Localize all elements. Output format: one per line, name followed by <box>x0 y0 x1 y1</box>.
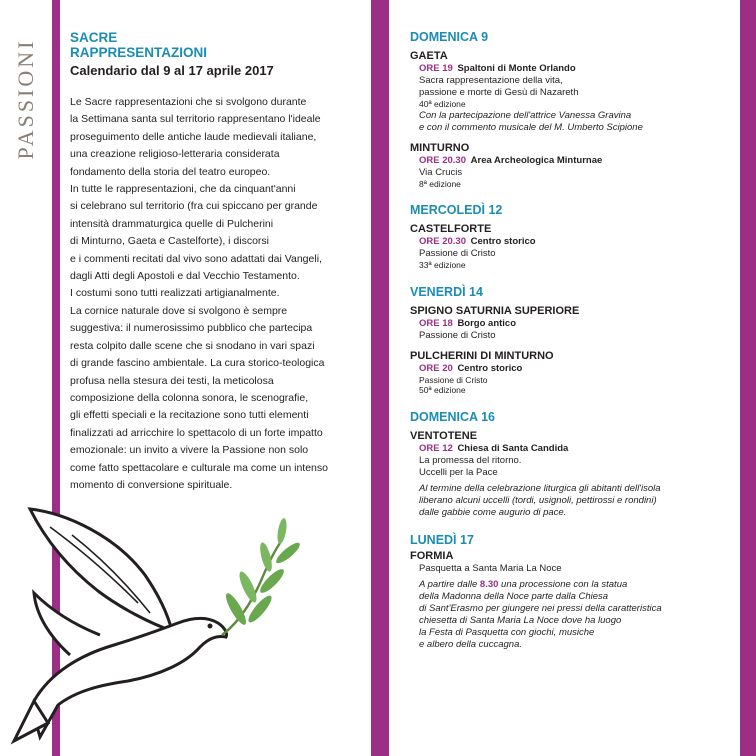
event-time: ORE 20.30 <box>419 154 466 166</box>
event-venue: Chiesa di Santa Candida <box>457 442 569 454</box>
intro-line: la Settimana santa sul territorio rappresentano l'ideale <box>70 113 321 126</box>
event-description: Via Crucis <box>419 166 463 178</box>
event-time: ORE 18 <box>419 317 453 329</box>
event-castelforte <box>410 236 736 271</box>
intro-line: fondamento della storia del teatro europeo. <box>70 165 271 178</box>
event-note: A partire dalle 8.30 una processione con la statua della Madonna della Noce parte dalla Chiesa di Sant'Erasmo per giungere nei pressi della caratteristica chiesetta di Santa Maria La Noce dove ha luogo la Festa di Pasquetta con giochi, musiche e albero della cuccagna. <box>419 578 662 650</box>
intro-line: resta colpito dalle scene che si snodano in vari spazi <box>70 339 315 352</box>
event-description: Sacra rappresentazione della vita, <box>419 75 563 86</box>
event-time: ORE 20 <box>419 362 453 374</box>
day-heading-venerdi-14: VENERDÌ 14 <box>410 284 483 299</box>
dove-with-olive-branch-icon <box>10 505 355 745</box>
event-edition: 50ª edizione <box>419 385 466 395</box>
event-time: ORE 19 <box>419 63 453 74</box>
event-edition: 33ª edizione <box>419 260 466 270</box>
event-formia <box>410 563 736 575</box>
place-castelforte: CASTELFORTE <box>410 223 492 235</box>
day-heading-mercoledi-12: MERCOLEDÌ 12 <box>410 203 503 217</box>
place-minturno: MINTURNO <box>410 141 470 154</box>
intro-line: In tutte le rappresentazioni, che da cinquant'anni <box>70 183 296 196</box>
event-time: ORE 20.30 <box>419 236 466 247</box>
event-note: Al termine della celebrazione liturgica gli abitanti dell'isola liberano alcuni uccelli (tordi, usignoli, pettirossi e rondini) dalle gabbie come augurio di pace. <box>419 482 661 518</box>
intro-line: I costumi sono tutti realizzati artigianalmente. <box>70 287 280 300</box>
intro-line: una creazione religioso-letteraria considerata <box>70 148 280 161</box>
day-heading-domenica-16: DOMENICA 16 <box>410 409 495 424</box>
event-time: ORE 12 <box>419 442 453 454</box>
intro-line: suggestiva: il numerosissimo pubblico che partecipa <box>70 322 313 335</box>
event-note: e con il commento musicale del M. Umberto Scipione <box>419 121 643 133</box>
event-description: Passione di Cristo <box>419 248 496 259</box>
intro-line: gli effetti speciali e la recitazione sono tutti elementi <box>70 409 309 422</box>
page-title <box>70 30 360 60</box>
intro-line: intensità drammaturgica quelle di Pulcherini <box>70 217 274 230</box>
event-ventotene <box>410 443 736 479</box>
place-spigno-saturnia: SPIGNO SATURNIA SUPERIORE <box>410 304 580 317</box>
side-title: PASSIONI <box>13 38 38 160</box>
event-venue: Borgo antico <box>457 317 517 329</box>
event-spigno-saturnia <box>410 318 736 342</box>
intro-paragraph <box>70 94 360 494</box>
intro-line: di grande fascino ambientale. La cura storico-teologica <box>70 357 325 370</box>
event-venue: Centro storico <box>457 362 523 374</box>
left-column <box>70 30 360 494</box>
intro-line: proseguimento delle antiche laude medievali italiane, <box>70 130 317 143</box>
intro-line: Le Sacre rappresentazioni che si svolgono durante <box>70 96 307 108</box>
event-pulcherini <box>410 363 736 396</box>
title-line-1: SACRE <box>70 30 118 45</box>
event-description: Pasquetta a Santa Maria La Noce <box>419 562 562 574</box>
center-divider-bar <box>371 0 389 756</box>
intro-line: e i commenti recitati dal vivo sono adattati dai Vangeli, <box>70 252 322 265</box>
event-description: Passione di Cristo <box>419 329 496 341</box>
place-pulcherini: PULCHERINI DI MINTURNO <box>410 349 554 362</box>
intro-line: composizione della colonna sonora, le scenografie, <box>70 391 309 404</box>
intro-line: emozionale: un invito a vivere la Passione non solo <box>70 444 309 457</box>
place-ventotene: VENTOTENE <box>410 429 478 442</box>
day-heading-lunedi-17: LUNEDÌ 17 <box>410 532 474 547</box>
event-note: Con la partecipazione dell'attrice Vanessa Gravina <box>419 109 632 121</box>
event-venue: Spaltoni di Monte Orlando <box>457 63 576 74</box>
intro-line: momento di conversione spirituale. <box>70 478 233 491</box>
event-edition: 40ª edizione <box>419 99 466 109</box>
place-gaeta: GAETA <box>410 50 448 62</box>
event-gaeta <box>410 63 736 134</box>
event-time: 8.30 <box>479 578 499 590</box>
event-venue: Centro storico <box>470 236 536 247</box>
event-description: passione e morte di Gesù di Nazareth <box>419 87 579 98</box>
event-minturno <box>410 155 736 190</box>
event-description: La promessa del ritorno. <box>419 454 522 466</box>
intro-line: di Minturno, Gaeta e Castelforte), i discorsi <box>70 235 269 248</box>
intro-line: si celebrano sul territorio (fra cui spiccano per grande <box>70 200 318 213</box>
calendar-column <box>410 30 736 651</box>
day-heading-domenica-9: DOMENICA 9 <box>410 30 489 44</box>
event-venue: Area Archeologica Minturnae <box>470 154 603 166</box>
intro-line: come fatto spettacolare e culturale ma come un intenso <box>70 461 328 474</box>
event-description: Uccelli per la Pace <box>419 466 498 478</box>
intro-line: La cornice naturale dove si svolgono è sempre <box>70 304 288 317</box>
calendar-subtitle: Calendario dal 9 al 17 aprile 2017 <box>70 63 274 78</box>
place-formia: FORMIA <box>410 549 454 562</box>
title-line-2: RAPPRESENTAZIONI <box>70 45 208 60</box>
intro-line: profusa nella stesura dei testi, la meticolosa <box>70 374 274 387</box>
intro-line: dagli Atti degli Apostoli e dal Vecchio Testamento. <box>70 270 300 283</box>
event-description: Passione di Cristo <box>419 374 488 385</box>
intro-line: finalizzati ad arricchire lo spettacolo di un forte impatto <box>70 426 323 439</box>
event-edition: 8ª edizione <box>419 178 461 189</box>
right-border-bar <box>740 0 756 756</box>
